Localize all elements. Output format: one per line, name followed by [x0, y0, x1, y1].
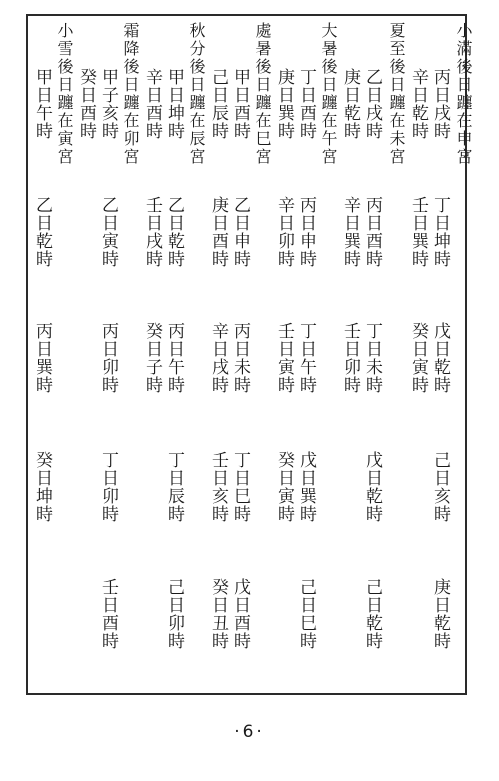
hour-entry: 丙日酉時 — [362, 196, 382, 268]
hour-entry: 丁日坤時 — [430, 196, 450, 268]
hour-entry: 丁日辰時 — [164, 451, 184, 523]
hour-entry: 甲日坤時 — [164, 68, 184, 140]
hour-entry: 丙日巽時 — [32, 322, 52, 394]
hour-entry: 乙日戌時 — [362, 68, 382, 140]
solar-term-heading: 處暑後日躔在巳宮 — [253, 22, 272, 166]
solar-term-heading: 小雪後日躔在寅宮 — [55, 22, 74, 166]
hour-entry: 己日巳時 — [296, 578, 316, 650]
hour-entry: 甲子亥時 — [98, 68, 118, 140]
hour-entry: 辛日巽時 — [340, 196, 360, 268]
hour-entry: 甲日午時 — [32, 68, 52, 140]
page-number: ·6· — [234, 722, 265, 742]
hour-entry: 庚日巽時 — [274, 68, 294, 140]
hour-entry: 癸日酉時 — [76, 68, 96, 140]
hour-entry: 庚日乾時 — [340, 68, 360, 140]
hour-entry: 乙日乾時 — [32, 196, 52, 268]
hour-entry: 己日亥時 — [430, 451, 450, 523]
hour-entry: 丁日午時 — [296, 322, 316, 394]
hour-entry: 壬日卯時 — [340, 322, 360, 394]
hour-entry: 壬日酉時 — [98, 578, 118, 650]
hour-entry: 癸日丑時 — [208, 578, 228, 650]
hour-entry: 辛日酉時 — [142, 68, 162, 140]
hour-entry: 丁日卯時 — [98, 451, 118, 523]
hour-entry: 丙日戌時 — [430, 68, 450, 140]
hour-entry: 乙日乾時 — [164, 196, 184, 268]
hour-entry: 庚日乾時 — [430, 578, 450, 650]
hour-entry: 辛日乾時 — [408, 68, 428, 140]
hour-entry: 戊日酉時 — [230, 578, 250, 650]
hour-entry: 甲日酉時 — [230, 68, 250, 140]
hour-entry: 壬日巽時 — [408, 196, 428, 268]
hour-entry: 丁日巳時 — [230, 451, 250, 523]
solar-term-heading: 小滿後日躔在申宮 — [454, 22, 473, 166]
solar-term-heading: 秋分後日躔在辰宮 — [187, 22, 206, 166]
hour-entry: 壬日戌時 — [142, 196, 162, 268]
hour-entry: 癸日子時 — [142, 322, 162, 394]
hour-entry: 庚日酉時 — [208, 196, 228, 268]
hour-entry: 己日卯時 — [164, 578, 184, 650]
hour-entry: 辛日戌時 — [208, 322, 228, 394]
hour-entry: 丙日卯時 — [98, 322, 118, 394]
hour-entry: 癸日坤時 — [32, 451, 52, 523]
solar-term-heading: 霜降後日躔在卯宮 — [121, 22, 140, 166]
hour-entry: 壬日寅時 — [274, 322, 294, 394]
hour-entry: 丙日申時 — [296, 196, 316, 268]
solar-term-heading: 大暑後日躔在午宮 — [319, 22, 338, 166]
hour-entry: 己日乾時 — [362, 578, 382, 650]
hour-entry: 癸日寅時 — [274, 451, 294, 523]
hour-entry: 乙日申時 — [230, 196, 250, 268]
hour-entry: 丁日酉時 — [296, 68, 316, 140]
hour-entry: 戊日巽時 — [296, 451, 316, 523]
hour-entry: 丙日未時 — [230, 322, 250, 394]
hour-entry: 己日辰時 — [208, 68, 228, 140]
hour-entry: 戊日乾時 — [362, 451, 382, 523]
hour-entry: 壬日亥時 — [208, 451, 228, 523]
hour-entry: 丁日未時 — [362, 322, 382, 394]
hour-entry: 丙日午時 — [164, 322, 184, 394]
solar-term-heading: 夏至後日躔在未宮 — [387, 22, 406, 166]
hour-entry: 癸日寅時 — [408, 322, 428, 394]
hour-entry: 戊日乾時 — [430, 322, 450, 394]
hour-entry: 乙日寅時 — [98, 196, 118, 268]
hour-entry: 辛日卯時 — [274, 196, 294, 268]
